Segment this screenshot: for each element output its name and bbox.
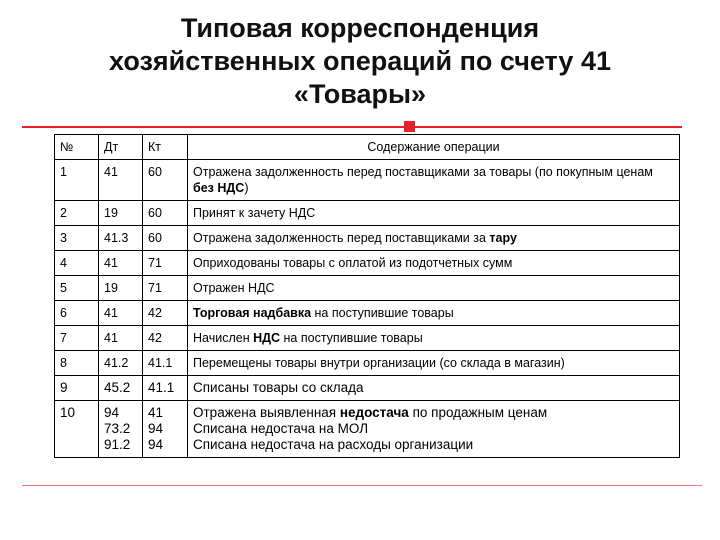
table-row [55,326,680,351]
operation-description [188,376,680,401]
description-text: Начислен [193,331,254,345]
credit-account [143,301,188,326]
table-row [55,301,680,326]
account-code: 41 [104,165,118,179]
row-number: 3 [55,226,99,251]
correspondence-table [54,134,680,458]
credit-account [143,251,188,276]
debit-account [99,201,143,226]
operation-description [188,276,680,301]
account-code: 73.2 [104,421,131,436]
description-line [193,255,674,271]
table-row [55,226,680,251]
table-header-row [55,135,680,160]
credit-account [143,276,188,301]
account-code: 41.2 [104,356,129,370]
row-number: 1 [55,160,99,201]
description-text: Принят к зачету НДС [193,206,316,220]
operation-description [188,401,680,458]
account-code: 41 [104,256,118,270]
account-code: 41 [104,331,118,345]
row-number: 9 [55,376,99,401]
debit-account [99,401,143,458]
row-number: 5 [55,276,99,301]
header-credit: Кт [143,135,188,160]
row-number: 2 [55,201,99,226]
table-row [55,160,680,201]
title-line: хозяйственных операций по счету 41 [109,46,611,76]
header-description: Содержание операции [188,135,680,160]
emphasis-text: тару [489,231,517,245]
operation-description [188,301,680,326]
description-text: Оприходованы товары с оплатой из подотчетных сумм [193,256,513,270]
credit-account [143,226,188,251]
credit-account [143,351,188,376]
description-line [193,355,674,371]
row-number: 6 [55,301,99,326]
accent-square [404,121,415,132]
description-line [193,330,674,346]
table-row [55,251,680,276]
description-line [193,205,674,221]
debit-account [99,376,143,401]
description-line [193,421,674,437]
account-code: 60 [148,231,162,245]
description-text: на поступившие товары [311,306,454,320]
account-code: 42 [148,306,162,320]
account-code: 91.2 [104,437,131,452]
emphasis-text: без НДС [193,181,245,195]
operation-description [188,160,680,201]
credit-account [143,160,188,201]
description-line [193,280,674,296]
account-code: 41 [104,306,118,320]
credit-account [143,376,188,401]
description-line [193,405,674,421]
header-number: № [55,135,99,160]
account-code: 41.3 [104,231,129,245]
debit-account [99,226,143,251]
description-text: Отражена задолженность перед поставщиками за товары (по покупным ценам [193,165,653,179]
account-code: 94 [148,437,164,452]
description-text: Списана недостача на МОЛ [193,421,369,436]
header-debit: Дт [99,135,143,160]
emphasis-text: НДС [253,331,281,345]
description-line [193,437,674,453]
row-number: 8 [55,351,99,376]
operation-description [188,226,680,251]
row-number: 4 [55,251,99,276]
account-code: 19 [104,281,118,295]
debit-account [99,326,143,351]
table-body [55,160,680,458]
credit-account [143,326,188,351]
debit-account [99,251,143,276]
account-code: 42 [148,331,162,345]
emphasis-text: недостача [339,405,409,420]
account-code: 71 [148,281,162,295]
account-code: 41 [148,405,164,420]
description-line [193,230,674,246]
row-number: 7 [55,326,99,351]
debit-account [99,276,143,301]
description-text: Списана недостача на расходы организации [193,437,474,452]
table-row [55,401,680,458]
description-line [193,164,674,196]
table-row [55,201,680,226]
description-text: Перемещены товары внутри организации (со склада в магазин) [193,356,565,370]
account-code: 94 [104,405,120,420]
table-row [55,376,680,401]
account-code: 19 [104,206,118,220]
debit-account [99,351,143,376]
row-number: 10 [55,401,99,458]
description-text: на поступившие товары [280,331,423,345]
table-row [55,351,680,376]
credit-account [143,201,188,226]
debit-account [99,160,143,201]
description-text: Списаны товары со склада [193,380,364,395]
description-line [193,305,674,321]
account-code: 45.2 [104,380,131,395]
description-text: Отражена задолженность перед поставщиками за [193,231,490,245]
description-text: по продажным ценам [408,405,548,420]
account-code: 94 [148,421,164,436]
description-line [193,380,674,396]
title-underline [22,126,682,128]
credit-account [143,401,188,458]
description-text: Отражена выявленная [193,405,340,420]
operation-description [188,326,680,351]
operation-description [188,201,680,226]
title-line: Типовая корреспонденция [180,13,540,43]
footer-line [22,485,702,486]
account-code: 71 [148,256,162,270]
account-code: 41.1 [148,356,173,370]
slide-title [40,12,680,111]
title-line: «Товары» [293,79,427,109]
debit-account [99,301,143,326]
operation-description [188,351,680,376]
account-code: 60 [148,165,162,179]
account-code: 60 [148,206,162,220]
description-text: ) [244,181,249,195]
account-code: 41.1 [148,380,175,395]
emphasis-text: Торговая надбавка [193,306,312,320]
description-text: Отражен НДС [193,281,275,295]
table-row [55,276,680,301]
operation-description [188,251,680,276]
